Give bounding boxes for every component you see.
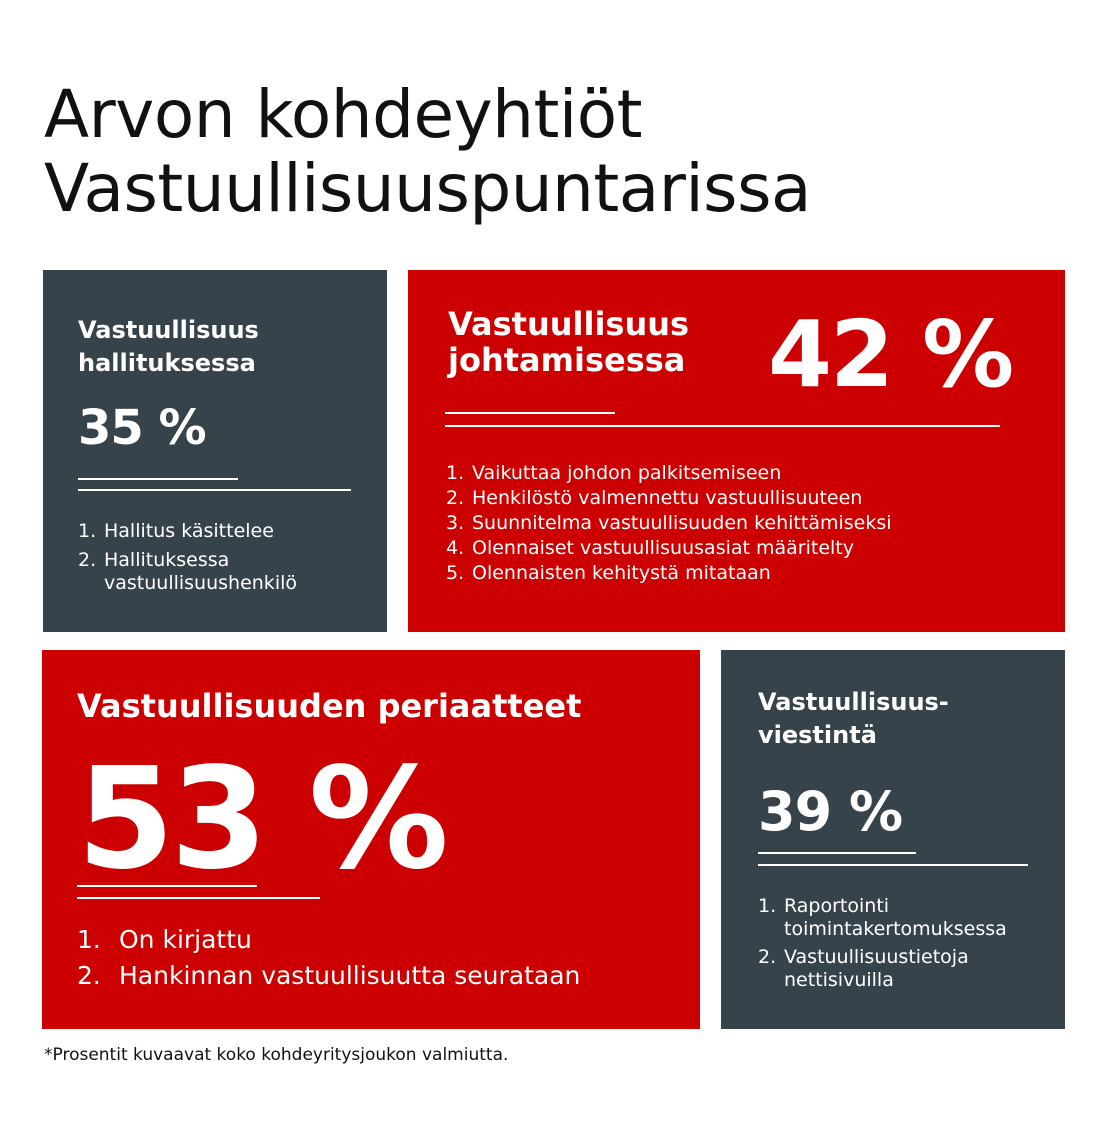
- panel-percentage: 39 %: [758, 780, 903, 843]
- list-item-number: 1.: [78, 520, 97, 542]
- list-item-text: Olennaisten kehitystä mitataan: [472, 562, 771, 584]
- list-item-text-line-1: Vastuullisuustietoja: [784, 946, 969, 968]
- page-title-line-2: Vastuullisuuspuntarissa: [44, 150, 811, 227]
- page-title-line-1: Arvon kohdeyhtiöt: [44, 76, 642, 153]
- list-item-text: Olennaiset vastuullisuusasiat määritelty: [472, 537, 854, 559]
- list-item-text: On kirjattu: [119, 925, 252, 954]
- list-item-text-line-2: nettisivuilla: [784, 969, 894, 991]
- list-item-text: Hankinnan vastuullisuutta seurataan: [119, 961, 581, 990]
- short-divider: [445, 412, 615, 414]
- list-item: [446, 461, 892, 486]
- list-item: [77, 922, 580, 958]
- list-item: [77, 958, 580, 994]
- list-item-number: 2.: [78, 549, 97, 571]
- footnote: *Prosentit kuvaavat koko kohdeyritysjoukon valmiutta.: [44, 1045, 509, 1065]
- list-item: [758, 946, 1007, 992]
- criteria-list: [446, 461, 892, 586]
- list-item: [78, 520, 297, 543]
- panel-heading-line-1: Vastuullisuus: [78, 316, 259, 344]
- list-item: [446, 511, 892, 536]
- criteria-list: [78, 520, 297, 601]
- list-item-text: Henkilöstö valmennettu vastuullisuuteen: [472, 487, 863, 509]
- long-divider: [445, 425, 1000, 427]
- list-item-number: 1.: [446, 462, 465, 484]
- panel-heading-line-2: hallituksessa: [78, 349, 256, 377]
- list-item-text: Vaikuttaa johdon palkitsemiseen: [472, 462, 782, 484]
- short-divider: [78, 478, 238, 480]
- panel-governance-board: [43, 270, 387, 632]
- panel-heading-line-1: Vastuullisuuden periaatteet: [77, 687, 582, 725]
- list-item-number: 2.: [446, 487, 465, 509]
- list-item: [446, 561, 892, 586]
- list-item-number: 1.: [77, 925, 101, 954]
- panel-heading: [77, 686, 581, 726]
- panel-heading: [448, 306, 689, 378]
- long-divider: [78, 489, 351, 491]
- list-item: [446, 536, 892, 561]
- long-divider: [77, 897, 320, 899]
- list-item-number: 2.: [758, 946, 777, 968]
- list-item: [758, 895, 1007, 941]
- panel-heading-line-1: Vastuullisuus: [448, 305, 690, 343]
- panel-percentage: 53 %: [77, 738, 445, 901]
- panel-heading-line-1: Vastuullisuus-: [758, 688, 949, 716]
- panel-heading: [758, 686, 949, 752]
- panel-heading: [78, 314, 259, 380]
- panel-heading-line-2: johtamisessa: [448, 341, 686, 379]
- list-item-number: 2.: [77, 961, 101, 990]
- short-divider: [77, 885, 257, 887]
- list-item: [446, 486, 892, 511]
- list-item-text: Suunnitelma vastuullisuuden kehittämiseksi: [472, 512, 892, 534]
- list-item-number: 4.: [446, 537, 465, 559]
- list-item: [78, 549, 297, 595]
- list-item-text-line-1: Raportointi: [784, 895, 890, 917]
- list-item-text-line-2: vastuullisuushenkilö: [104, 572, 297, 594]
- page-title: [44, 78, 811, 226]
- panel-management: [408, 270, 1065, 632]
- criteria-list: [77, 922, 580, 994]
- list-item-text: Hallitus käsittelee: [104, 520, 274, 542]
- criteria-list: [758, 895, 1007, 997]
- short-divider: [758, 852, 916, 854]
- list-item-number: 3.: [446, 512, 465, 534]
- panel-heading-line-2: viestintä: [758, 721, 877, 749]
- list-item-text-line-2: toimintakertomuksessa: [784, 918, 1007, 940]
- panel-communication: [721, 650, 1065, 1029]
- panel-principles: [42, 650, 700, 1029]
- list-item-number: 1.: [758, 895, 777, 917]
- list-item-text-line-1: Hallituksessa: [104, 549, 230, 571]
- panel-percentage: 42 %: [768, 301, 1013, 408]
- list-item-number: 5.: [446, 562, 465, 584]
- long-divider: [758, 864, 1028, 866]
- panel-percentage: 35 %: [78, 400, 206, 456]
